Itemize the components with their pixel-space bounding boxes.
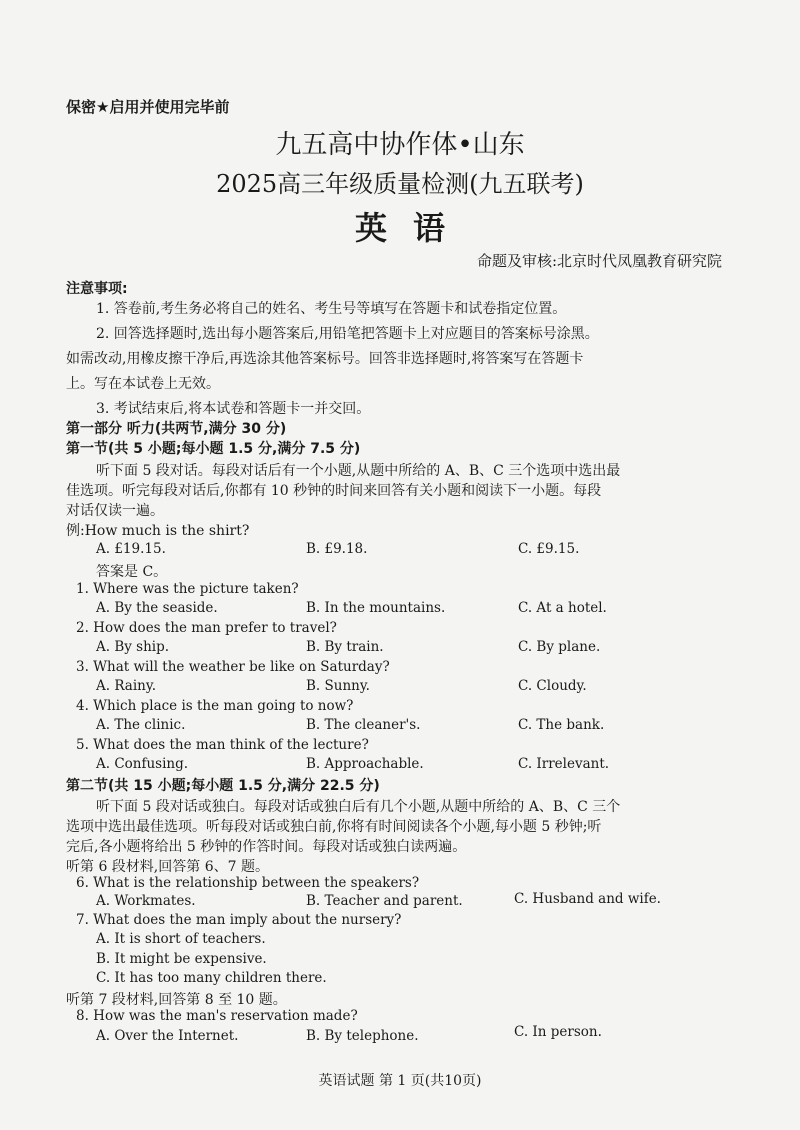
example-question: 例:How much is the shirt?: [66, 523, 250, 539]
exam-title-line2: 2025高三年级质量检测(九五联考): [216, 170, 584, 198]
notice-item-1: 1. 答卷前,考生务必将自己的姓名、考生号等填写在答题卡和试卷指定位置。: [96, 301, 567, 317]
question-2-option-b: B. By train.: [306, 639, 384, 655]
question-6-option-b: B. Teacher and parent.: [306, 893, 463, 909]
author-line: 命题及审核:北京时代凤凰教育研究院: [476, 252, 722, 270]
question-1-option-b: B. In the mountains.: [306, 600, 446, 616]
section1-heading: 第一节(共 5 小题;每小题 1.5 分,满分 7.5 分): [66, 441, 361, 457]
notice-item-2-end: 上。写在本试卷上无效。: [66, 376, 220, 392]
notice-item-2-cont: 如需改动,用橡皮擦干净后,再选涂其他答案标号。回答非选择题时,将答案写在答题卡: [66, 351, 584, 367]
example-option-a: A. £19.15.: [96, 541, 166, 557]
question-2: 2. How does the man prefer to travel?: [76, 620, 337, 636]
material-7-intro: 听第 7 段材料,回答第 8 至 10 题。: [66, 992, 287, 1008]
notice-heading: 注意事项:: [66, 281, 128, 297]
question-4: 4. Which place is the man going to now?: [76, 698, 354, 714]
question-3-option-a: A. Rainy.: [96, 678, 156, 694]
question-4-option-a: A. The clinic.: [96, 717, 186, 733]
question-1-option-c: C. At a hotel.: [518, 600, 607, 616]
section1-instruction-cont: 佳选项。听完每段对话后,你都有 10 秒钟的时间来回答有关小题和阅读下一小题。每段: [66, 483, 602, 499]
question-6-option-a: A. Workmates.: [96, 893, 196, 909]
question-8-option-b: B. By telephone.: [306, 1028, 419, 1044]
question-7: 7. What does the man imply about the nursery?: [76, 912, 402, 928]
question-2-option-a: A. By ship.: [96, 639, 170, 655]
section2-heading: 第二节(共 15 小题;每小题 1.5 分,满分 22.5 分): [66, 778, 380, 794]
section2-instruction-end: 完后,各小题将给出 5 秒钟的作答时间。每段对话或独白读两遍。: [66, 839, 467, 855]
subject-title: 英语: [354, 209, 471, 247]
question-5: 5. What does the man think of the lecture?: [76, 737, 369, 753]
question-5-option-c: C. Irrelevant.: [518, 756, 610, 772]
section2-instruction: 听下面 5 段对话或独白。每段对话或独白后有几个小题,从题中所给的 A、B、C 三个: [96, 799, 621, 815]
example-option-c: C. £9.15.: [518, 541, 580, 557]
material-6-intro: 听第 6 段材料,回答第 6、7 题。: [66, 859, 269, 875]
question-8-option-a: A. Over the Internet.: [96, 1028, 239, 1044]
section2-instruction-cont: 选项中选出最佳选项。听每段对话或独白前,你将有时间阅读各个小题,每小题 5 秒钟;听: [66, 819, 602, 835]
part1-heading: 第一部分 听力(共两节,满分 30 分): [66, 421, 287, 437]
question-8-option-c: C. In person.: [514, 1024, 602, 1040]
section1-instruction-end: 对话仅读一遍。: [66, 503, 164, 519]
question-6-option-c: C. Husband and wife.: [514, 891, 661, 907]
question-4-option-c: C. The bank.: [518, 717, 605, 733]
question-7-option-c: C. It has too many children there.: [96, 970, 327, 986]
question-8: 8. How was the man's reservation made?: [76, 1008, 358, 1024]
page-footer: 英语试题 第 1 页(共10页): [318, 1073, 482, 1089]
section1-instruction: 听下面 5 段对话。每段对话后有一个小题,从题中所给的 A、B、C 三个选项中选出最: [96, 463, 621, 479]
confidential-label: 保密★启用并使用完毕前: [66, 98, 230, 116]
example-option-b: B. £9.18.: [306, 541, 368, 557]
question-5-option-a: A. Confusing.: [96, 756, 189, 772]
question-1-option-a: A. By the seaside.: [96, 600, 218, 616]
question-4-option-b: B. The cleaner's.: [306, 717, 421, 733]
question-1: 1. Where was the picture taken?: [76, 581, 299, 597]
notice-item-3: 3. 考试结束后,将本试卷和答题卡一并交回。: [96, 401, 371, 417]
exam-title-line1: 九五高中协作体•山东: [275, 130, 525, 160]
question-3-option-c: C. Cloudy.: [518, 678, 587, 694]
question-7-option-b: B. It might be expensive.: [96, 951, 267, 967]
question-6: 6. What is the relationship between the speakers?: [76, 875, 420, 891]
question-3-option-b: B. Sunny.: [306, 678, 370, 694]
example-answer: 答案是 C。: [96, 564, 168, 580]
question-3: 3. What will the weather be like on Saturday?: [76, 659, 390, 675]
question-2-option-c: C. By plane.: [518, 639, 601, 655]
question-7-option-a: A. It is short of teachers.: [96, 931, 266, 947]
notice-item-2: 2. 回答选择题时,选出每小题答案后,用铅笔把答题卡上对应题目的答案标号涂黑。: [96, 326, 599, 342]
question-5-option-b: B. Approachable.: [306, 756, 424, 772]
